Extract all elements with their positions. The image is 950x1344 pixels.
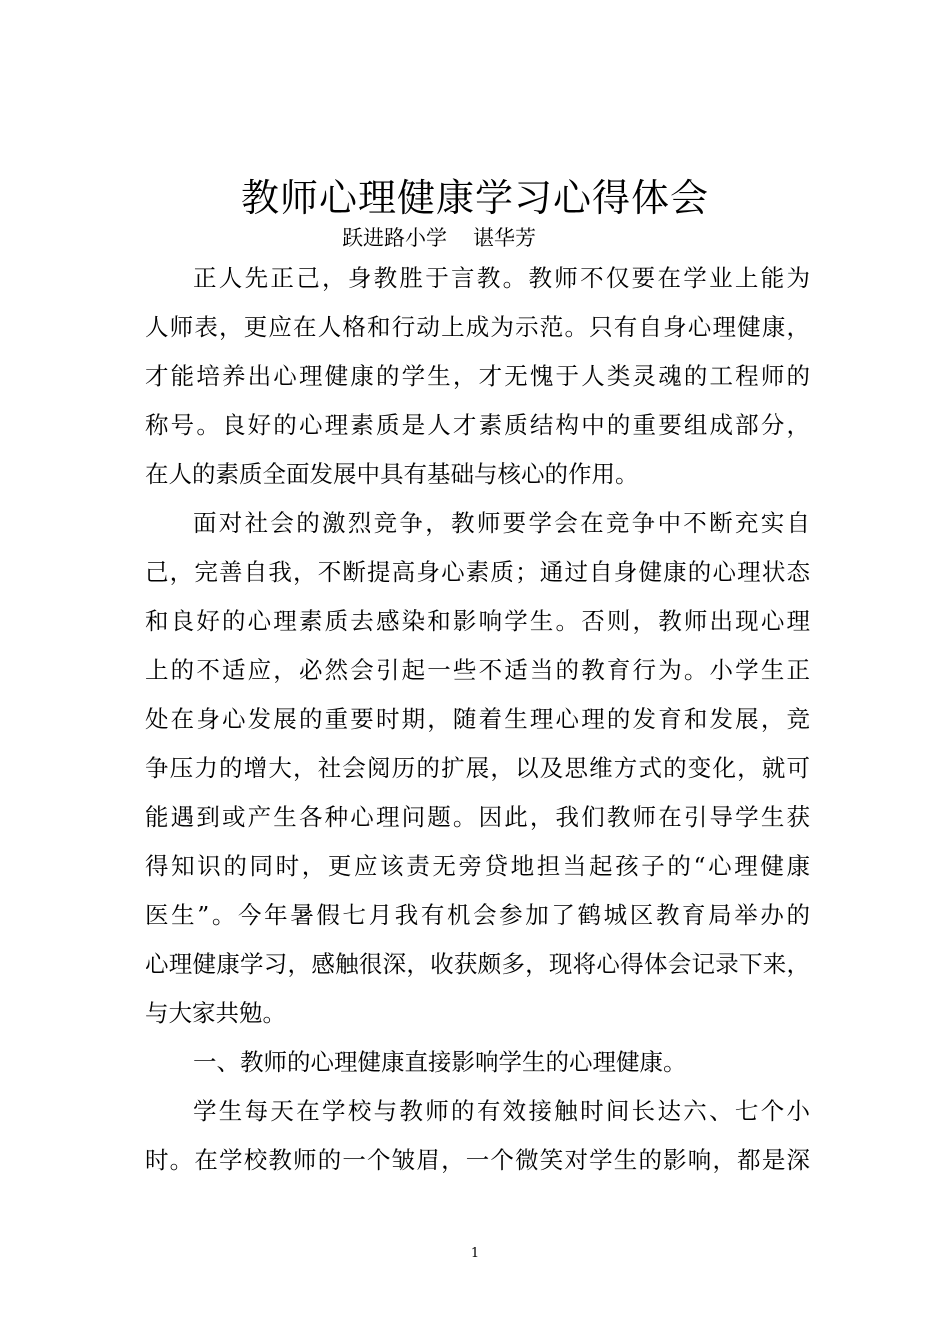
text-line: 得知识的同时，更应该责无旁贷地担当起孩子的“心理健康: [145, 852, 810, 880]
text-line: 争压力的增大，社会阅历的扩展，以及思维方式的变化，就可: [145, 754, 810, 782]
text-line: 人师表，更应在人格和行动上成为示范。只有自身心理健康，: [145, 313, 810, 341]
page-number: 1: [470, 1246, 480, 1261]
text-line: 和良好的心理素质去感染和影响学生。否则，教师出现心理: [145, 607, 810, 635]
byline: [342, 224, 536, 252]
text-line: 医生”。今年暑假七月我有机会参加了鹤城区教育局举办的: [145, 901, 810, 929]
text-line: 己，完善自我，不断提高身心素质；通过自身健康的心理状态: [145, 558, 810, 586]
document-body: [145, 254, 810, 1185]
text-line: 时。在学校教师的一个皱眉，一个微笑对学生的影响，都是深: [145, 1146, 810, 1174]
text-line: 正人先正己，身教胜于言教。教师不仅要在学业上能为: [193, 264, 810, 292]
text-line: 才能培养出心理健康的学生，才无愧于人类灵魂的工程师的: [145, 362, 810, 390]
text-line: 称号。良好的心理素质是人才素质结构中的重要组成部分，: [145, 411, 810, 439]
section-heading: 一、教师的心理健康直接影响学生的心理健康。: [193, 1048, 687, 1076]
text-line: 学生每天在学校与教师的有效接触时间长达六、七个小: [193, 1097, 810, 1125]
document-title: 教师心理健康学习心得体会: [240, 176, 709, 220]
text-line: 在人的素质全面发展中具有基础与核心的作用。: [145, 460, 639, 488]
text-line: 能遇到或产生各种心理问题。因此，我们教师在引导学生获: [145, 803, 810, 831]
text-line: 处在身心发展的重要时期，随着生理心理的发育和发展，竞: [145, 705, 810, 733]
text-line: 与大家共勉。: [145, 999, 286, 1027]
text-line: 心理健康学习，感触很深，收获颇多，现将心得体会记录下来，: [145, 950, 810, 978]
text-line: 面对社会的激烈竞争，教师要学会在竞争中不断充实自: [193, 509, 810, 537]
byline-school: 跃进路小学: [342, 226, 447, 250]
byline-author: 谌华芳: [473, 226, 536, 250]
text-line: 上的不适应，必然会引起一些不适当的教育行为。小学生正: [145, 656, 810, 684]
